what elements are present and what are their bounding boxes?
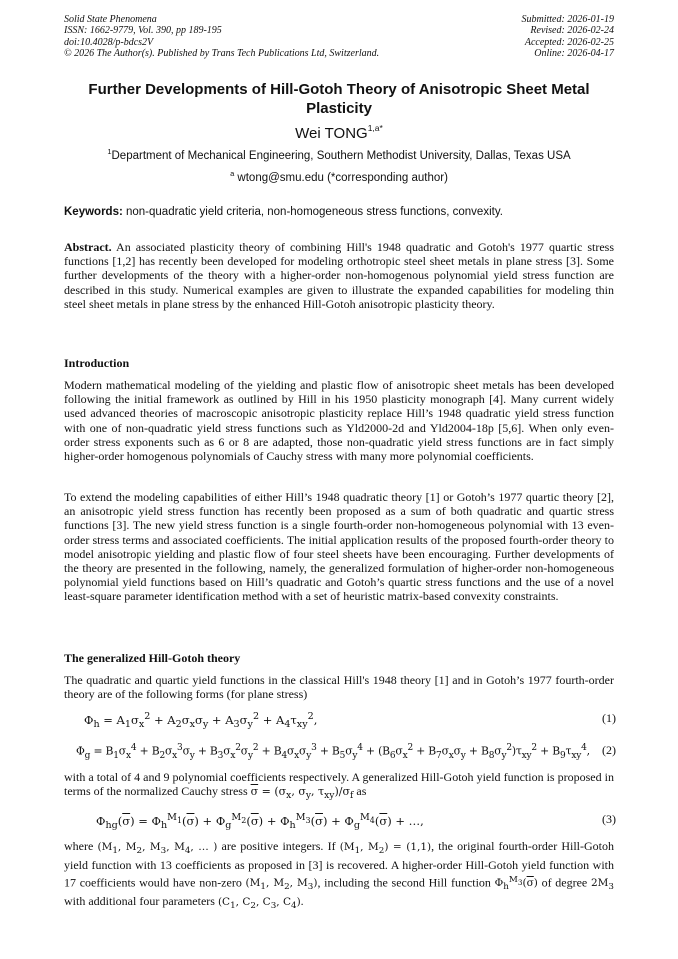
email-text: wtong@smu.edu (*corresponding author) xyxy=(234,172,448,184)
section2-p3-text-c: , the original fourth-order Hill-Gotoh yield function with 13 coefficients as proposed in [3] is recovered. A higher-order Hill-Gotoh yield function with 17 coefficients would have non-zero xyxy=(64,839,615,889)
section2-paragraph-2 xyxy=(64,770,614,804)
abstract-label: Abstract. xyxy=(64,240,112,254)
keywords-text: non-quadratic yield criteria, non-homogeneous stress functions, convexity. xyxy=(122,206,503,218)
intro-paragraph-2: To extend the modeling capabilities of either Hill’s 1948 quadratic theory [1] or Gotoh’s 1977 quartic theory [2], an anisotropic yield stress function has recently been proposed as a sum of both quadratic and quartic stress functions [3]. The new yield stress function is a single fourth-order non-homogeneous polynomial with 13 even-order stress terms and associated coefficients. The initial application results of the proposed fourth-order theory to model anisotropic yielding and plastic flow of four steel sheets have been encouraging. Further developments of the theory are presented in the following, namely, the generalized formulation of higher-order non-homogeneous polynomial yield functions based on Hill’s quadratic and Gotoh’s quartic stress functions and the use of a novel least-square parameter identification method with a set of heuristic matrix-based convexity constraints. xyxy=(64,490,614,604)
exponent-tuple: ($M_1$, $M_2$, $M_3$, $M_4$, … ) xyxy=(97,841,218,857)
equation-2 xyxy=(60,743,616,761)
section2-paragraph-1: The quadratic and quartic yield functions in the classical Hill's 1948 theory [1] and in Gotoh’s 1977 fourth-order theory are of the following forms (for plane stress) xyxy=(64,673,614,702)
author-superscript: 1,a* xyxy=(367,123,383,133)
affiliation xyxy=(0,147,678,162)
section2-p3-text-g: . xyxy=(300,894,304,909)
affiliation-text: Department of Mechanical Engineering, Southern Methodist University, Dallas, Texas USA xyxy=(111,150,571,162)
section2-p3-text-b: are positive integers. If xyxy=(217,839,340,853)
section2-paragraph-3 xyxy=(64,839,614,914)
author-name: Wei TONG xyxy=(295,125,368,142)
intro-paragraph-1: Modern mathematical modeling of the yielding and plastic flow of anisotropic sheet metals has been developed following the initial framework as outlined by Hill in his 1950 plasticity monograph [4]. Many current widely used advanced theories of macroscopic anisotropic plasticity replace Hill’s 1948 quadratic yield stress function with one of non-quadratic yield stress functions such as Yld2000-2d and Yld2004-18p [5,6]. When only even-order stress exponents such as 6 or 8 are adapted, those non-quadratic yield stress functions are in fact simply higher-order homogenous polynomials of Cauchy stress with many more polynomial coefficients. xyxy=(64,378,614,464)
dates-info xyxy=(522,14,615,60)
revised-date: Revised: 2026-02-24 xyxy=(530,25,614,37)
section2-p3-text-f: with additional four parameters xyxy=(64,894,218,909)
online-date: Online: 2026-04-17 xyxy=(534,48,614,60)
issn-line: ISSN: 1662-9779, Vol. 390, pp 189-195 xyxy=(64,25,222,37)
degree-expression: $2M_3$ xyxy=(590,877,614,893)
keywords-label: Keywords: xyxy=(64,206,123,218)
equation-2-number: (2) xyxy=(602,743,616,757)
abstract xyxy=(64,240,614,311)
submitted-date: Submitted: 2026-01-19 xyxy=(521,14,614,25)
keywords xyxy=(64,206,624,218)
second-hill-function: $\Phi_h^{M_3}(\overline{\sigma})$ xyxy=(494,874,538,893)
normalized-stress-symbol: $\overline{\sigma} = (\sigma_x$, $\sigma_y$, $\tau_{xy})/\sigma_f$ xyxy=(250,785,354,802)
equation-3-formula: $\Phi_{hg}(\overline{\sigma}) = \Phi_h^{M_1}(\overline{\sigma}) + \Phi_g^{M_2}(\overline{\sigma}) + \Phi_h^{M_3}(\overline{\sigma}) + \Phi_g^{M_4}(\overline{\sigma})$ + …, xyxy=(96,812,424,832)
section2-p2-text-b: as xyxy=(353,784,367,799)
affiliation-superscript: 1 xyxy=(107,147,112,157)
exponent-triple: ($M_1$, $M_2$, $M_3$) xyxy=(245,877,318,893)
equation-2-formula: $\Phi_g = B_1\sigma_x^4 + B_2\sigma_x^3\sigma_y + B_3\sigma_x^2\sigma_y^2 + B_4\sigma_x\sigma_y^3 + B_5\sigma_y^4 + (B_6\sigma_x^2 + B_7\sigma_x\sigma_y + B_8\sigma_y^2)\tau_{xy}^2 + B_9\tau_{xy}^4$, xyxy=(76,743,590,761)
c-parameters: ($C_1$, $C_2$, $C_3$, $C_4$) xyxy=(217,896,301,912)
section2-p3-text-d: , including the second Hill function xyxy=(317,875,495,889)
exponent-pair-value: ($M_1$, $M_2) = (1,1)$ xyxy=(339,841,432,857)
copyright-line: © 2026 The Author(s). Published by Trans Tech Publications Ltd, Switzerland. xyxy=(64,48,380,60)
corresponding-email xyxy=(0,169,678,184)
section2-p3-text-a: where xyxy=(64,839,98,853)
doi-line: doi:10.4028/p-bdcs2V xyxy=(64,36,154,48)
journal-info xyxy=(64,14,379,60)
equation-3 xyxy=(60,812,616,830)
section-heading-introduction: Introduction xyxy=(64,356,130,370)
section-heading-generalized-theory: The generalized Hill-Gotoh theory xyxy=(64,651,241,665)
equation-1-formula: $\Phi_h = A_1\sigma_x^2 + A_2\sigma_x\sigma_y + A_3\sigma_y^2 + A_4\tau_{xy}^2$, xyxy=(84,711,318,731)
email-superscript: a xyxy=(230,169,235,179)
paper-title: Further Developments of Hill-Gotoh Theory of Anisotropic Sheet Metal Plasticity xyxy=(88,81,590,117)
abstract-text: An associated plasticity theory of combining Hill's 1948 quadratic and Gotoh's 1977 quartic stress functions [1,2] has recently been developed for modeling orthotropic steel sheet metals in plane stress [3]. Some further developments of the theory with a higher-order non-homogenous polynomial yield stress function are described in this study. Numerical examples are given to illustrate the expanded capabilities for modeling thin steel sheet metals in plane stress by the enhanced Hill-Gotoh anisotropic plasticity theory. xyxy=(64,240,614,311)
equation-1 xyxy=(60,711,616,729)
equation-1-number: (1) xyxy=(602,711,616,725)
author-line xyxy=(0,124,678,142)
section2-p2-text-a: with a total of 4 and 9 polynomial coefficients respectively. A generalized Hill-Gotoh yield function is proposed in terms of the normalized Cauchy stress xyxy=(64,770,614,799)
equation-3-number: (3) xyxy=(602,812,616,826)
journal-name: Solid State Phenomena xyxy=(64,14,157,25)
accepted-date: Accepted: 2026-02-25 xyxy=(524,36,614,48)
section2-p3-text-e: of degree xyxy=(537,875,591,889)
